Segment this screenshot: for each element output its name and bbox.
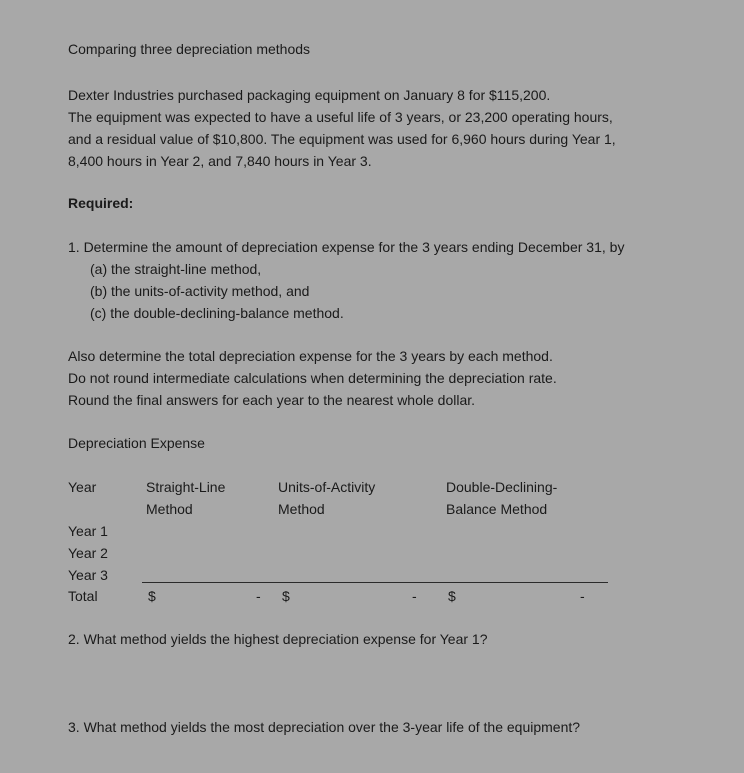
required-heading: Required: bbox=[68, 195, 134, 211]
page-title: Comparing three depreciation methods bbox=[68, 41, 311, 57]
row-year-2: Year 2 bbox=[68, 545, 108, 561]
header-ddb-1: Double-Declining- bbox=[446, 479, 558, 495]
total-sl-value: - bbox=[256, 588, 261, 604]
question-1c: (c) the double-declining-balance method. bbox=[90, 305, 344, 321]
header-straight-line-1: Straight-Line bbox=[146, 479, 226, 495]
row-year-3: Year 3 bbox=[68, 567, 108, 583]
intro-line-4: 8,400 hours in Year 2, and 7,840 hours in Year 3. bbox=[68, 153, 372, 169]
question-1a: (a) the straight-line method, bbox=[90, 261, 262, 277]
header-straight-line-2: Method bbox=[146, 501, 193, 517]
question-2: 2. What method yields the highest depreciation expense for Year 1? bbox=[68, 631, 488, 647]
header-units-activity-1: Units-of-Activity bbox=[278, 479, 376, 495]
header-ddb-2: Balance Method bbox=[446, 501, 548, 517]
total-ddb-value: - bbox=[580, 588, 585, 604]
intro-line-1: Dexter Industries purchased packaging equipment on January 8 for $115,200. bbox=[68, 87, 551, 103]
total-ua-currency: $ bbox=[282, 588, 290, 604]
row-year-1: Year 1 bbox=[68, 523, 108, 539]
row-total: Total bbox=[68, 588, 98, 604]
intro-line-3: and a residual value of $10,800. The equipment was used for 6,960 hours during Year 1, bbox=[68, 131, 616, 147]
table-title: Depreciation Expense bbox=[68, 435, 205, 451]
instruction-line-2: Do not round intermediate calculations when determining the depreciation rate. bbox=[68, 370, 557, 386]
instruction-line-3: Round the final answers for each year to the nearest whole dollar. bbox=[68, 392, 476, 408]
total-ua-value: - bbox=[412, 588, 417, 604]
header-year: Year bbox=[68, 479, 97, 495]
question-1b: (b) the units-of-activity method, and bbox=[90, 283, 310, 299]
instruction-line-1: Also determine the total depreciation expense for the 3 years by each method. bbox=[68, 348, 553, 364]
total-sl-currency: $ bbox=[148, 588, 156, 604]
question-3: 3. What method yields the most depreciation over the 3-year life of the equipment? bbox=[68, 719, 581, 735]
question-1: 1. Determine the amount of depreciation expense for the 3 years ending December 31, by bbox=[68, 239, 625, 255]
total-ddb-currency: $ bbox=[448, 588, 456, 604]
header-units-activity-2: Method bbox=[278, 501, 325, 517]
intro-line-2: The equipment was expected to have a useful life of 3 years, or 23,200 operating hours, bbox=[68, 109, 613, 125]
total-divider bbox=[142, 582, 608, 583]
